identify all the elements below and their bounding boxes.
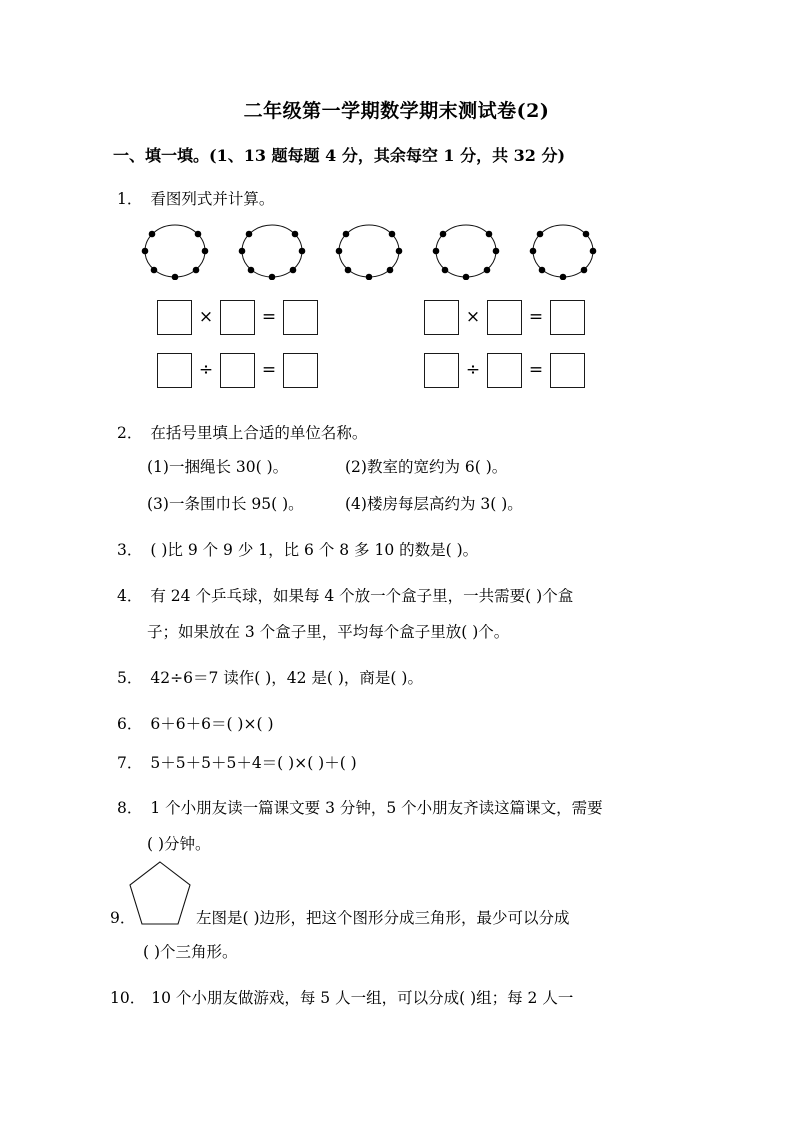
circle-with-dots-icon bbox=[237, 222, 307, 280]
question-2-stem: 在括号里填上合适的单位名称。 bbox=[150, 424, 368, 442]
question-3 bbox=[117, 535, 478, 565]
operator-equals: = bbox=[261, 307, 277, 327]
dot-circle-4 bbox=[431, 222, 501, 280]
page-title: 二年级第一学期数学期末测试卷(2) bbox=[243, 100, 550, 122]
operator-divide: ÷ bbox=[198, 360, 214, 380]
question-8-line-1[interactable]: 1 个小朋友读一篇课文要 3 分钟，5 个小朋友齐读这篇课文，需要 bbox=[150, 799, 603, 817]
circle-with-dots-icon bbox=[528, 222, 598, 280]
question-5-number: 5． bbox=[117, 669, 143, 687]
question-2-item-1[interactable]: (1)一捆绳长 30( )。 bbox=[147, 458, 289, 476]
operator-equals: = bbox=[528, 307, 544, 327]
question-6 bbox=[117, 709, 274, 739]
equation-multiplication-right bbox=[424, 300, 585, 335]
question-1-figure-circles bbox=[140, 222, 600, 284]
question-4-line-1[interactable]: 有 24 个乒乓球，如果每 4 个放一个盒子里，一共需要( )个盒 bbox=[150, 587, 574, 605]
question-6-line-1[interactable]: 6＋6＋6＝( )×( ) bbox=[150, 715, 274, 733]
answer-box[interactable] bbox=[550, 353, 585, 388]
question-9 bbox=[110, 903, 135, 933]
operator-equals: = bbox=[528, 360, 544, 380]
answer-box[interactable] bbox=[157, 353, 192, 388]
operator-multiply: × bbox=[465, 307, 481, 327]
equation-division-left bbox=[157, 353, 318, 388]
question-7-line-1[interactable]: 5＋5＋5＋5＋4＝( )×( )＋( ) bbox=[150, 754, 357, 772]
dot-circle-3 bbox=[334, 222, 404, 280]
question-2-item-4[interactable]: (4)楼房每层高约为 3( )。 bbox=[345, 495, 523, 513]
operator-equals: = bbox=[261, 360, 277, 380]
question-8 bbox=[117, 793, 603, 823]
answer-box[interactable] bbox=[487, 300, 522, 335]
question-10-line-1[interactable]: 10 个小朋友做游戏，每 5 人一组，可以分成( )组；每 2 人一 bbox=[151, 989, 574, 1007]
question-9-number: 9． bbox=[110, 909, 136, 927]
question-2 bbox=[117, 418, 367, 448]
circle-with-dots-icon bbox=[140, 222, 210, 280]
operator-multiply: × bbox=[198, 307, 214, 327]
question-4-line-2[interactable]: 子；如果放在 3 个盒子里，平均每个盒子里放( )个。 bbox=[147, 623, 510, 641]
equation-multiplication-left bbox=[157, 300, 318, 335]
dot-circle-1 bbox=[140, 222, 210, 280]
operator-divide: ÷ bbox=[465, 360, 481, 380]
answer-box[interactable] bbox=[283, 300, 318, 335]
question-9-line-1[interactable]: 左图是( )边形，把这个图形分成三角形，最少可以分成 bbox=[196, 909, 570, 927]
question-4 bbox=[117, 581, 573, 611]
question-9-line-2[interactable]: ( )个三角形。 bbox=[143, 943, 238, 961]
answer-box[interactable] bbox=[157, 300, 192, 335]
question-7-number: 7． bbox=[117, 754, 143, 772]
question-6-number: 6． bbox=[117, 715, 143, 733]
answer-box[interactable] bbox=[220, 353, 255, 388]
circle-with-dots-icon bbox=[334, 222, 404, 280]
answer-box[interactable] bbox=[283, 353, 318, 388]
question-3-line-1[interactable]: ( )比 9 个 9 少 1，比 6 个 8 多 10 的数是( )。 bbox=[150, 541, 479, 559]
circle-with-dots-icon bbox=[431, 222, 501, 280]
answer-box[interactable] bbox=[424, 353, 459, 388]
answer-box[interactable] bbox=[424, 300, 459, 335]
question-2-item-2[interactable]: (2)教室的宽约为 6( )。 bbox=[345, 458, 508, 476]
equation-division-right bbox=[424, 353, 585, 388]
question-10 bbox=[110, 983, 573, 1013]
answer-box[interactable] bbox=[487, 353, 522, 388]
question-4-number: 4． bbox=[117, 587, 143, 605]
question-1-stem: 看图列式并计算。 bbox=[150, 190, 275, 208]
answer-box[interactable] bbox=[220, 300, 255, 335]
question-8-line-2[interactable]: ( )分钟。 bbox=[147, 835, 211, 853]
question-1-number: 1． bbox=[117, 190, 143, 208]
question-7 bbox=[117, 748, 357, 778]
section-heading-fill-in-blanks: 一、填一填。(1、13 题每题 4 分，其余每空 1 分，共 32 分) bbox=[113, 146, 566, 165]
question-8-number: 8． bbox=[117, 799, 143, 817]
question-2-item-3[interactable]: (3)一条围巾长 95( )。 bbox=[147, 495, 304, 513]
question-5-line-1[interactable]: 42÷6＝7 读作( )，42 是( )，商是( )。 bbox=[150, 669, 423, 687]
question-5 bbox=[117, 663, 423, 693]
question-2-number: 2． bbox=[117, 424, 143, 442]
question-3-number: 3． bbox=[117, 541, 143, 559]
question-10-number: 10． bbox=[110, 989, 146, 1007]
question-1 bbox=[117, 184, 274, 214]
answer-box[interactable] bbox=[550, 300, 585, 335]
pentagon-icon bbox=[126, 858, 194, 930]
question-9-figure-pentagon bbox=[126, 858, 194, 930]
dot-circle-5 bbox=[528, 222, 598, 280]
dot-circle-2 bbox=[237, 222, 307, 280]
